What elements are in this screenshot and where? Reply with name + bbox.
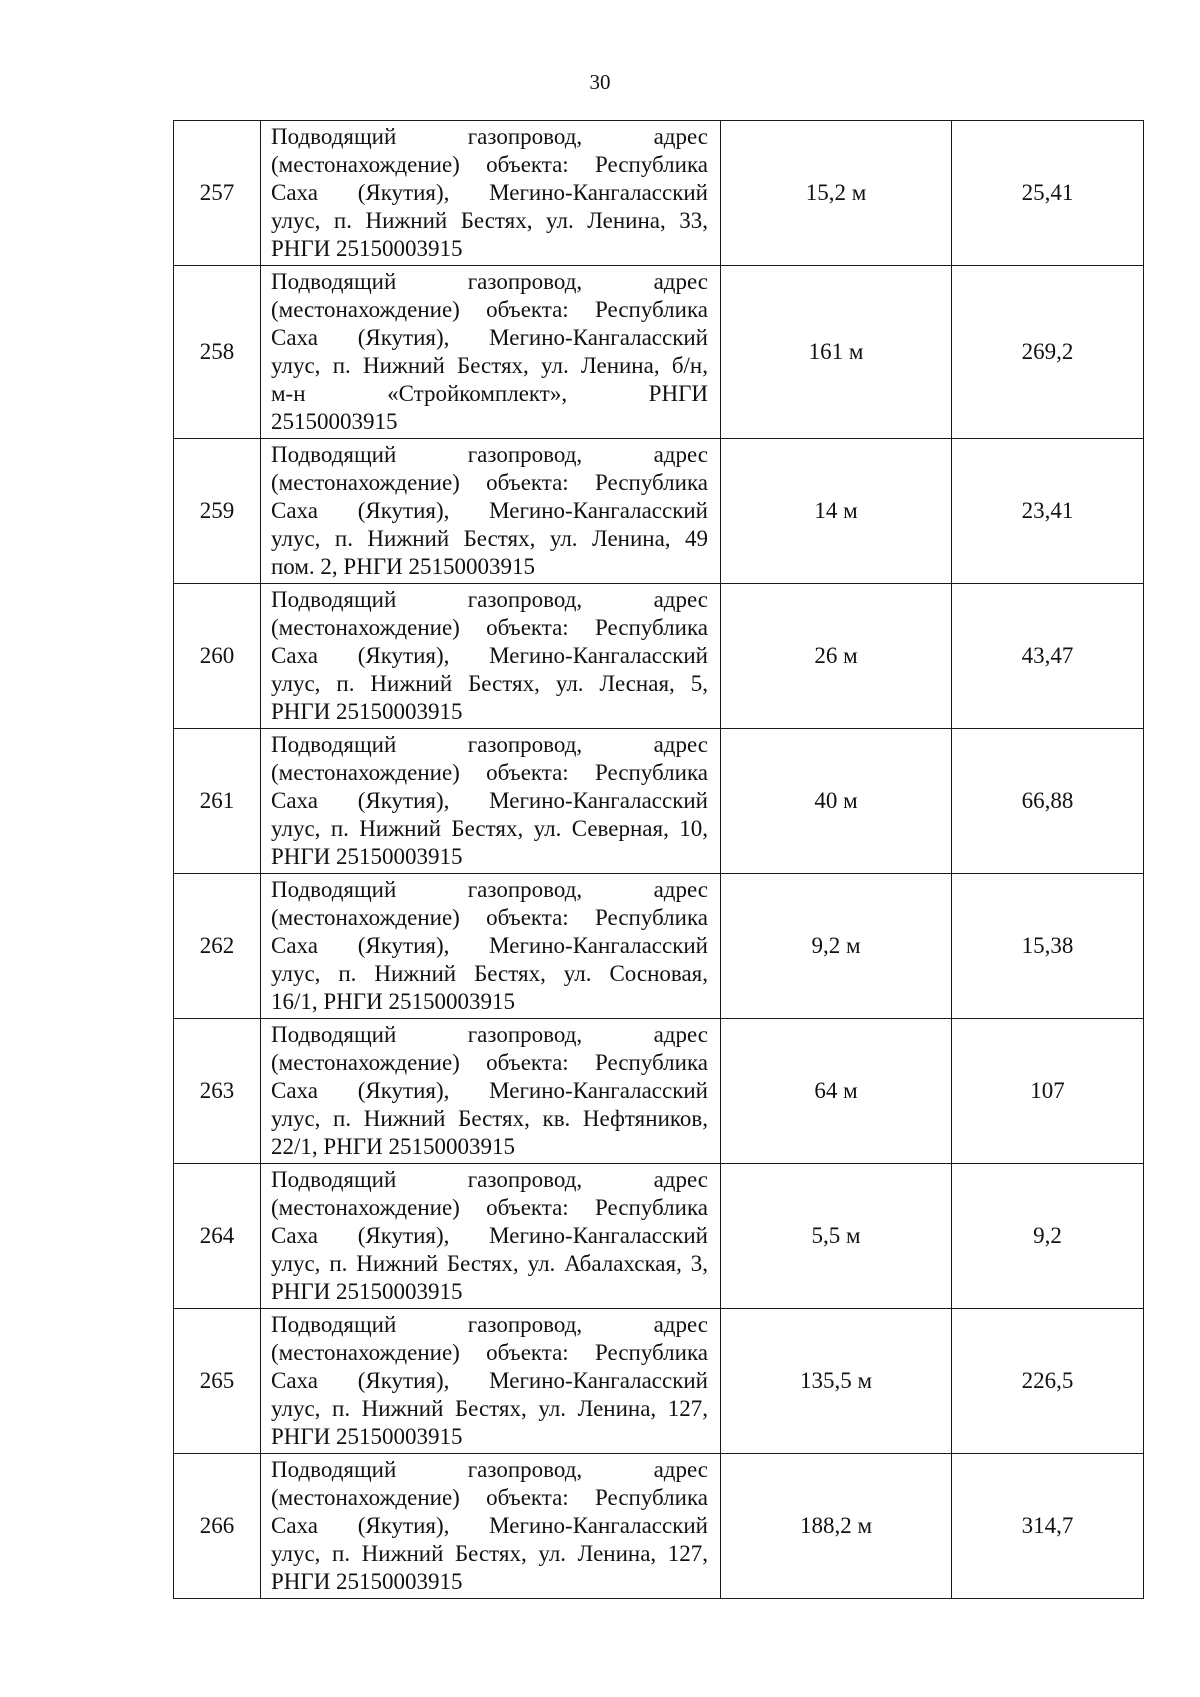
table-row (174, 874, 1144, 1019)
length-cell: 26 м (721, 584, 952, 729)
description-cell (261, 874, 721, 1019)
row-number-cell: 261 (174, 729, 261, 874)
description-line: Подводящий газопровод, адрес (271, 587, 708, 612)
description-line: (местонахождение) объекта: Республика (271, 1195, 708, 1220)
registry-table (173, 120, 1144, 1599)
description-line: РНГИ 25150003915 (271, 844, 463, 869)
row-number-cell: 265 (174, 1309, 261, 1454)
description-cell (261, 584, 721, 729)
value-cell: 269,2 (952, 266, 1144, 439)
table-row (174, 1019, 1144, 1164)
description-line: (местонахождение) объекта: Республика (271, 615, 708, 640)
description-line: (местонахождение) объекта: Республика (271, 470, 708, 495)
table-row (174, 121, 1144, 266)
description-line: (местонахождение) объекта: Республика (271, 1485, 708, 1510)
row-number-cell: 262 (174, 874, 261, 1019)
description-cell (261, 1309, 721, 1454)
description-line: улус, п. Нижний Бестях, ул. Ленина, 33, (271, 208, 708, 233)
description-cell (261, 729, 721, 874)
value-cell: 107 (952, 1019, 1144, 1164)
description-line: улус, п. Нижний Бестях, ул. Ленина, 49 (271, 526, 708, 551)
description-line: РНГИ 25150003915 (271, 236, 463, 261)
row-number-cell: 257 (174, 121, 261, 266)
description-line: Подводящий газопровод, адрес (271, 442, 708, 467)
description-line: Саха (Якутия), Мегино-Кангаласский (271, 1368, 708, 1393)
description-cell (261, 1019, 721, 1164)
page-number: 30 (589, 70, 611, 94)
description-line: (местонахождение) объекта: Республика (271, 1050, 708, 1075)
description-line: 25150003915 (271, 409, 398, 434)
description-cell (261, 266, 721, 439)
description-line: Саха (Якутия), Мегино-Кангаласский (271, 933, 708, 958)
length-cell: 5,5 м (721, 1164, 952, 1309)
row-number-cell: 259 (174, 439, 261, 584)
description-line: Подводящий газопровод, адрес (271, 732, 708, 757)
value-cell: 25,41 (952, 121, 1144, 266)
description-line: Саха (Якутия), Мегино-Кангаласский (271, 1078, 708, 1103)
table-row (174, 1454, 1144, 1599)
description-line: Саха (Якутия), Мегино-Кангаласский (271, 1223, 708, 1248)
length-cell: 161 м (721, 266, 952, 439)
value-cell: 66,88 (952, 729, 1144, 874)
length-cell: 14 м (721, 439, 952, 584)
description-line: Подводящий газопровод, адрес (271, 1167, 708, 1192)
description-line: Подводящий газопровод, адрес (271, 269, 708, 294)
description-line: Саха (Якутия), Мегино-Кангаласский (271, 498, 708, 523)
description-line: улус, п. Нижний Бестях, ул. Ленина, б/н, (271, 353, 708, 378)
description-line: улус, п. Нижний Бестях, ул. Сосновая, (271, 961, 708, 986)
description-line: 22/1, РНГИ 25150003915 (271, 1134, 515, 1159)
description-line: РНГИ 25150003915 (271, 699, 463, 724)
registry-table-body (174, 121, 1144, 1599)
description-line: Саха (Якутия), Мегино-Кангаласский (271, 788, 708, 813)
description-line: м-н «Стройкомплект», РНГИ (271, 381, 708, 406)
description-line: РНГИ 25150003915 (271, 1424, 463, 1449)
description-line: улус, п. Нижний Бестях, ул. Ленина, 127, (271, 1396, 708, 1421)
length-cell: 188,2 м (721, 1454, 952, 1599)
description-line: Подводящий газопровод, адрес (271, 1457, 708, 1482)
row-number-cell: 260 (174, 584, 261, 729)
description-line: Саха (Якутия), Мегино-Кангаласский (271, 1513, 708, 1538)
description-line: Подводящий газопровод, адрес (271, 877, 708, 902)
description-line: улус, п. Нижний Бестях, ул. Северная, 10, (271, 816, 708, 841)
description-line: РНГИ 25150003915 (271, 1569, 463, 1594)
value-cell: 226,5 (952, 1309, 1144, 1454)
description-line: РНГИ 25150003915 (271, 1279, 463, 1304)
description-cell (261, 439, 721, 584)
description-line: (местонахождение) объекта: Республика (271, 760, 708, 785)
table-row (174, 729, 1144, 874)
value-cell: 23,41 (952, 439, 1144, 584)
row-number-cell: 258 (174, 266, 261, 439)
length-cell: 9,2 м (721, 874, 952, 1019)
row-number-cell: 263 (174, 1019, 261, 1164)
description-line: 16/1, РНГИ 25150003915 (271, 989, 515, 1014)
value-cell: 43,47 (952, 584, 1144, 729)
description-line: (местонахождение) объекта: Республика (271, 1340, 708, 1365)
value-cell: 15,38 (952, 874, 1144, 1019)
table-row (174, 584, 1144, 729)
description-line: (местонахождение) объекта: Республика (271, 297, 708, 322)
description-line: улус, п. Нижний Бестях, кв. Нефтяников, (271, 1106, 708, 1131)
value-cell: 314,7 (952, 1454, 1144, 1599)
length-cell: 15,2 м (721, 121, 952, 266)
row-number-cell: 264 (174, 1164, 261, 1309)
description-line: улус, п. Нижний Бестях, ул. Лесная, 5, (271, 671, 708, 696)
description-line: Подводящий газопровод, адрес (271, 1312, 708, 1337)
description-line: улус, п. Нижний Бестях, ул. Абалахская, 3, (271, 1251, 708, 1276)
description-line: (местонахождение) объекта: Республика (271, 152, 708, 177)
value-cell: 9,2 (952, 1164, 1144, 1309)
description-line: Подводящий газопровод, адрес (271, 124, 708, 149)
description-cell (261, 1164, 721, 1309)
description-line: Саха (Якутия), Мегино-Кангаласский (271, 180, 708, 205)
description-cell (261, 1454, 721, 1599)
row-number-cell: 266 (174, 1454, 261, 1599)
table-row (174, 1309, 1144, 1454)
length-cell: 64 м (721, 1019, 952, 1164)
description-line: Подводящий газопровод, адрес (271, 1022, 708, 1047)
table-row (174, 1164, 1144, 1309)
description-line: Саха (Якутия), Мегино-Кангаласский (271, 325, 708, 350)
description-line: (местонахождение) объекта: Республика (271, 905, 708, 930)
table-row (174, 266, 1144, 439)
description-line: улус, п. Нижний Бестях, ул. Ленина, 127, (271, 1541, 708, 1566)
description-line: пом. 2, РНГИ 25150003915 (271, 554, 535, 579)
description-cell (261, 121, 721, 266)
length-cell: 135,5 м (721, 1309, 952, 1454)
description-line: Саха (Якутия), Мегино-Кангаласский (271, 643, 708, 668)
length-cell: 40 м (721, 729, 952, 874)
table-row (174, 439, 1144, 584)
